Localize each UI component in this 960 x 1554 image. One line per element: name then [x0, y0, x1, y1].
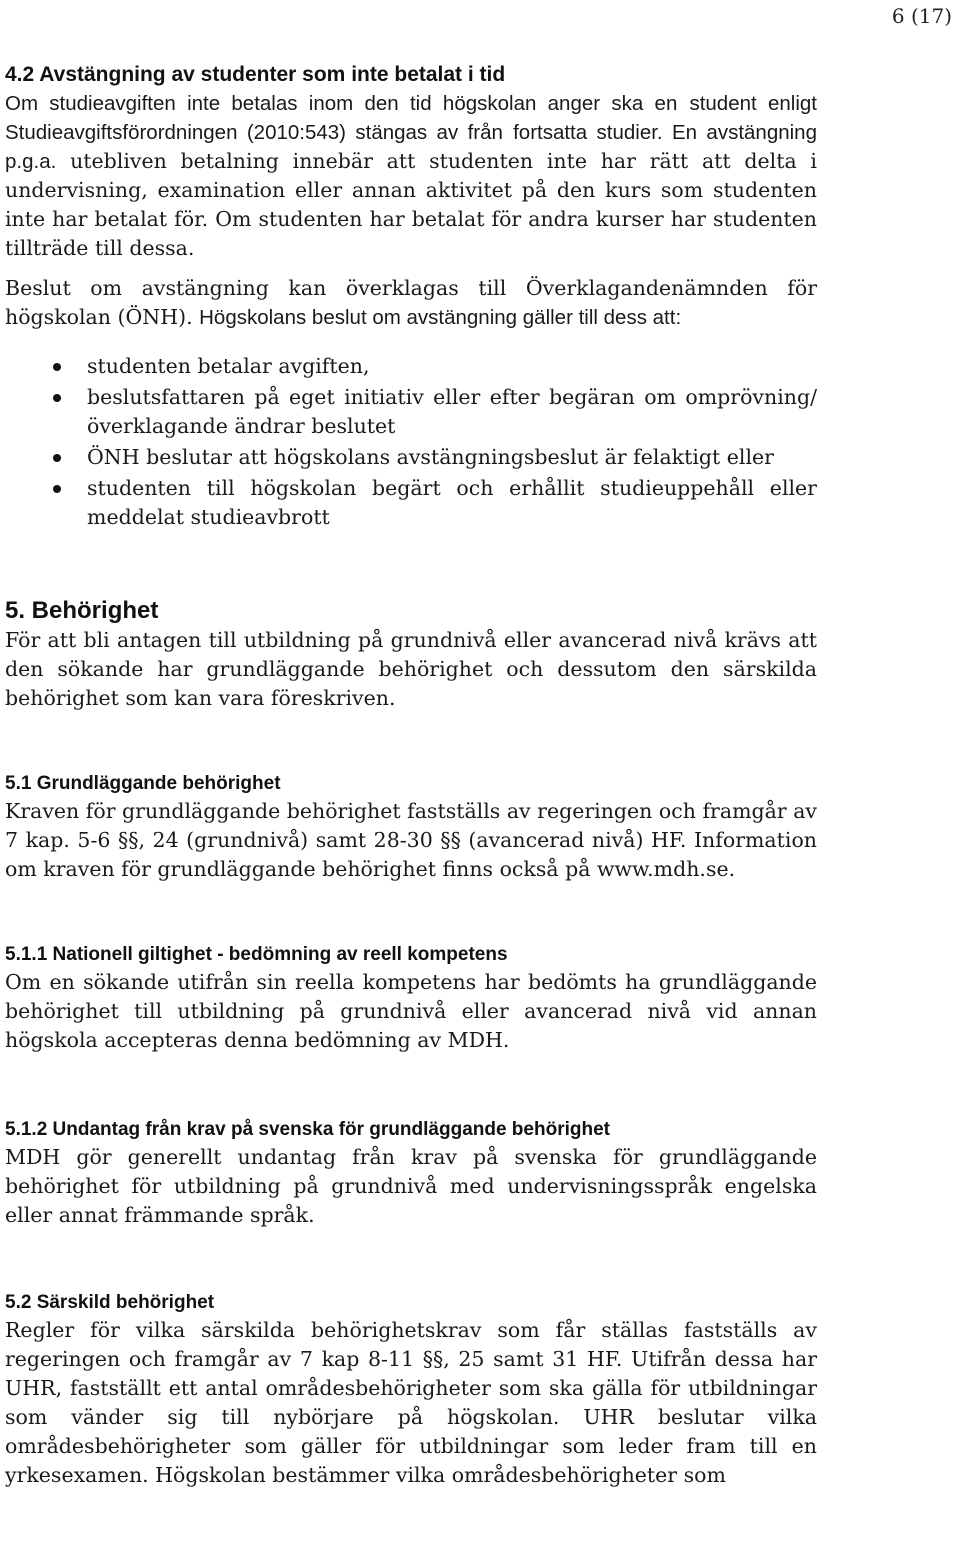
suspension-conditions-list [5, 352, 817, 532]
section-5-1-2-body: MDH gör generellt undantag från krav på svenska för grundläggande behörighet för utbildning på grundnivå med undervisningsspråk engelska eller annat främmande språk. [5, 1145, 817, 1227]
paragraph-rest: utebliven betalning innebär att studenten inte har rätt att delta i undervisning, examination eller annan aktivitet på den kurs som studenten inte har betalat för. Om studenten har betalat för andra kurser har studenten tillträde till dessa. [5, 149, 817, 260]
list-item: studenten betalar avgiften, [87, 352, 817, 381]
section-5-1-1-body: Om en sökande utifrån sin reella kompetens har bedömts ha grundläggande behörighet till utbildning på grundnivå eller avancerad nivå vid annan högskola accepteras denna bedömning av MDH. [5, 970, 817, 1052]
section-heading-5-2: 5.2 Särskild behörighet [5, 1292, 215, 1313]
section-4-2 [5, 60, 817, 532]
section-heading-5: 5. Behörighet [5, 597, 159, 624]
section-5-1-body: Kraven för grundläggande behörighet fastställs av regeringen och framgår av 7 kap. 5-6 §§, 24 (grundnivå) samt 28-30 §§ (avancerad nivå) HF. Information om kraven för grundläggande behörighet finns också på www.mdh.se. [5, 799, 817, 881]
section-5-1 [5, 771, 817, 884]
list-item: ÖNH beslutar att högskolans avstängningsbeslut är felaktigt eller [87, 443, 817, 472]
section-5-2 [5, 1290, 817, 1490]
section-4-2-paragraph-2 [5, 274, 817, 332]
section-5 [5, 596, 817, 713]
paragraph-line-3: fortsatta studier. En avstängning p.g.a. [5, 121, 817, 173]
list-item: beslutsfattaren på eget initiativ eller efter begäran om omprövning/överklagande ändrar beslutet [87, 383, 817, 441]
appeal-text: Beslut om avstängning kan överklagas till Överklagandenämnden för högskolan (ÖNH). [5, 276, 817, 329]
list-item: studenten till högskolan begärt och erhållit studieuppehåll eller meddelat studieavbrott [87, 474, 817, 532]
section-5-1-1 [5, 942, 817, 1055]
section-5-2-body: Regler för vilka särskilda behörighetskrav som får ställas fastställs av regeringen och framgår av 7 kap 8-11 §§, 25 samt 31 HF. Utifrån dessa har UHR, fastställt ett antal områdesbehörigheter som ska gälla för utbildningar som vänder sig till nybörjare på högskolan. UHR beslutar vilka områdesbehörigheter som gäller för utbildningar som leder fram till en yrkesexamen. Högskolan bestämmer vilka områdesbehörigheter som [5, 1318, 817, 1487]
paragraph-line-2: student enligt Studieavgiftsförordningen (2010:543) stängas av från [5, 92, 817, 144]
section-4-2-paragraph-1 [5, 89, 817, 263]
section-5-body: För att bli antagen till utbildning på grundnivå eller avancerad nivå krävs att den sökande har grundläggande behörighet och dessutom den särskilda behörighet som kan vara föreskriven. [5, 628, 817, 710]
section-heading-4-2: 4.2 Avstängning av studenter som inte betalat i tid [5, 63, 506, 86]
suspension-validity-text: Högskolans beslut om avstängning gäller till dess att: [199, 306, 682, 329]
section-heading-5-1-1: 5.1.1 Nationell giltighet - bedömning av reell kompetens [5, 944, 508, 965]
paragraph-line-1: Om studieavgiften inte betalas inom den tid högskolan anger ska en [5, 92, 678, 115]
section-heading-5-1: 5.1 Grundläggande behörighet [5, 773, 281, 794]
page-number: 6 (17) [891, 4, 952, 28]
section-5-1-2 [5, 1117, 817, 1230]
document-content [5, 60, 817, 1490]
section-heading-5-1-2: 5.1.2 Undantag från krav på svenska för grundläggande behörighet [5, 1119, 610, 1140]
